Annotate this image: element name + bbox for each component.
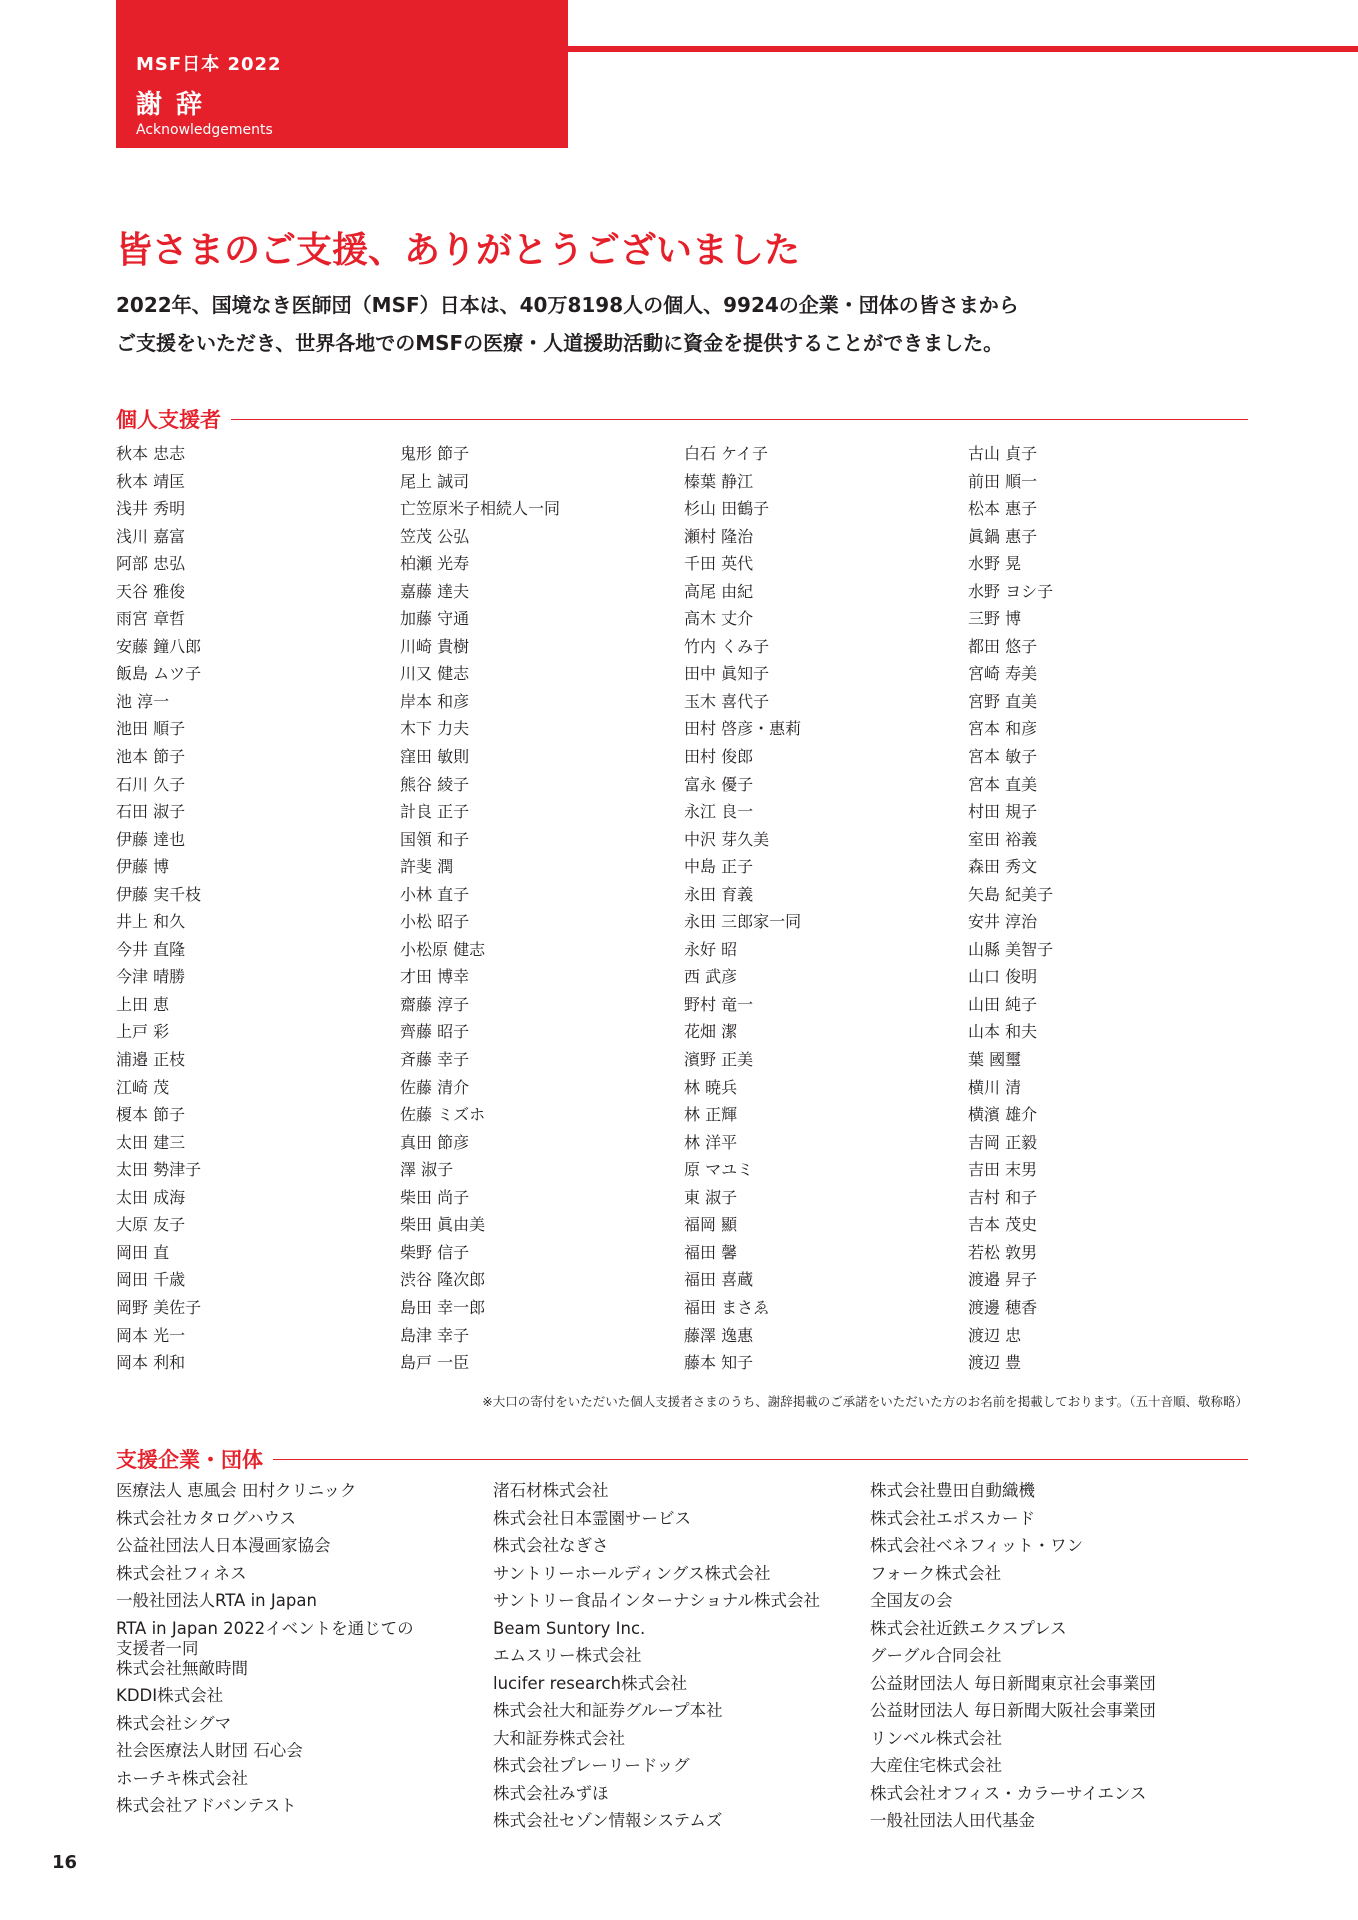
supporter-name: 太田 成海: [116, 1187, 186, 1207]
organization-name: サントリーホールディングス株式会社: [493, 1563, 771, 1583]
supporter-name: 柏瀬 光寿: [400, 554, 470, 574]
section-rule: [231, 419, 1248, 420]
supporter-name: 松本 惠子: [968, 499, 1038, 519]
supporter-name: 天谷 雅俊: [116, 581, 186, 601]
supporter-name: 岡本 利和: [116, 1353, 186, 1373]
supporter-name: 森田 秀文: [968, 857, 1038, 877]
supporter-name: 小林 直子: [400, 884, 470, 904]
supporter-name: 今井 直隆: [116, 939, 186, 959]
supporter-name: 岸本 和彦: [400, 691, 470, 711]
supporter-name: 太田 勢津子: [116, 1160, 202, 1180]
supporter-name: 東 淑子: [684, 1187, 738, 1207]
supporter-name: 上戸 彩: [116, 1022, 170, 1042]
supporter-name: 齋藤 淳子: [400, 994, 470, 1014]
supporter-name: 榛葉 静江: [684, 471, 754, 491]
supporter-name: 計良 正子: [400, 802, 470, 822]
individuals-section-heading: [116, 404, 1248, 434]
supporter-name: 今津 晴勝: [116, 967, 186, 987]
supporter-name: 真田 節彦: [400, 1132, 470, 1152]
supporter-name: 永江 良一: [684, 802, 754, 822]
page-title: 謝辞: [136, 90, 217, 120]
supporter-name: 柴田 尚子: [400, 1187, 470, 1207]
supporter-name: 飯島 ムツ子: [116, 664, 202, 684]
supporter-name: 林 正輝: [684, 1105, 738, 1125]
supporter-name: 杉山 田鶴子: [684, 499, 770, 519]
header-banner: [116, 0, 568, 148]
organization-name: 株式会社ベネフィット・ワン: [870, 1536, 1084, 1555]
supporter-name: 岡野 美佐子: [116, 1297, 202, 1317]
supporter-name: 花畑 潔: [684, 1022, 738, 1042]
supporter-name: 池本 節子: [116, 747, 186, 767]
name-column: [400, 440, 684, 1377]
supporter-name: 雨宮 章哲: [116, 609, 186, 629]
report-year: MSF日本 2022: [136, 54, 282, 75]
supporter-name: 山縣 美智子: [968, 939, 1054, 959]
supporter-name: 田村 俊郎: [684, 747, 754, 767]
supporter-name: 嘉藤 達夫: [400, 581, 470, 601]
supporter-name: 水野 晃: [968, 554, 1022, 574]
supporter-name: 渡邊 穂香: [968, 1297, 1038, 1317]
supporter-name: 池 淳一: [116, 691, 170, 711]
supporter-name: 福田 喜蔵: [684, 1270, 754, 1290]
supporter-name: 窪田 敏則: [400, 747, 470, 767]
supporter-name: 玉木 喜代子: [684, 691, 770, 711]
supporter-name: 中島 正子: [684, 857, 754, 877]
supporter-name: 岡本 光一: [116, 1325, 186, 1345]
organization-name: フォーク株式会社: [870, 1563, 1002, 1583]
supporter-name: 高尾 由紀: [684, 581, 754, 601]
supporter-name: 野村 竜一: [684, 994, 754, 1014]
supporter-name: 浅川 嘉富: [116, 526, 186, 546]
supporter-name: 葉 國璽: [968, 1050, 1022, 1070]
organization-name: 株式会社なぎさ: [493, 1536, 609, 1555]
supporter-name: 伊藤 実千枝: [116, 884, 202, 904]
supporter-name: 渡辺 忠: [968, 1325, 1022, 1345]
supporter-name: 山口 俊明: [968, 967, 1038, 987]
organization-name: 公益財団法人 毎日新聞東京社会事業団: [870, 1673, 1156, 1693]
supporter-name: 小松原 健志: [400, 939, 486, 959]
name-column: [684, 440, 968, 1377]
supporter-name: 井上 和久: [116, 912, 186, 932]
organization-name: 株式会社オフィス・カラーサイエンス: [870, 1783, 1147, 1803]
supporter-name: 榎本 節子: [116, 1105, 186, 1125]
supporter-name: 永田 三郎家一同: [684, 912, 802, 932]
supporter-name: 川又 健志: [400, 664, 470, 684]
supporter-name: 秋本 忠志: [116, 444, 186, 463]
page-subtitle: Acknowledgements: [136, 122, 273, 138]
organization-name: 大和証券株式会社: [493, 1728, 625, 1748]
supporter-name: 浦邉 正枝: [116, 1050, 186, 1070]
supporter-name: 矢島 紀美子: [968, 884, 1054, 904]
supporter-name: 才田 博幸: [400, 967, 470, 987]
footnote: ※大口の寄付をいただいた個人支援者さまのうち、謝辞掲載のご承諾をいただいた方のお名前を掲載しております。（五十音順、敬称略）: [482, 1394, 1248, 1409]
supporter-name: 安藤 鐘八郎: [116, 636, 202, 656]
supporter-name: 竹内 くみ子: [684, 636, 770, 656]
supporter-name: 島津 幸子: [400, 1325, 470, 1345]
supporter-name: 柴田 眞由美: [400, 1215, 486, 1235]
supporter-name: 阿部 忠弘: [116, 554, 186, 574]
supporter-name: 富永 優子: [684, 774, 754, 794]
supporter-name: 石田 淑子: [116, 802, 186, 822]
supporter-name: 西 武彦: [684, 967, 738, 987]
supporter-name: 吉村 和子: [968, 1187, 1038, 1207]
supporter-name: 若松 敦男: [968, 1242, 1038, 1262]
supporter-name: 都田 悠子: [968, 636, 1038, 656]
organization-name: 株式会社プレーリードッグ: [493, 1756, 690, 1775]
supporter-name: 熊谷 綾子: [400, 774, 470, 794]
organization-name: 株式会社みずほ: [493, 1783, 609, 1803]
supporter-name: 山本 和夫: [968, 1022, 1038, 1042]
supporter-name: 伊藤 博: [116, 857, 170, 877]
supporter-name: 室田 裕義: [968, 829, 1038, 849]
supporter-name: 木下 力夫: [400, 719, 470, 739]
section-rule: [273, 1459, 1248, 1460]
organization-name: グーグル合同会社: [870, 1646, 1002, 1665]
organization-name: KDDI株式会社: [116, 1686, 224, 1705]
supporter-name: 藤澤 逸惠: [684, 1325, 754, 1345]
organizations-section-heading: [116, 1444, 1248, 1474]
supporter-name: 宮崎 寿美: [968, 664, 1038, 684]
organization-name: 株式会社フィネス: [116, 1563, 247, 1583]
organization-name: Beam Suntory Inc.: [493, 1618, 646, 1638]
supporter-name: 宮本 敏子: [968, 747, 1038, 767]
organization-name: 株式会社近鉄エクスプレス: [870, 1618, 1067, 1638]
organization-name: 一般社団法人田代基金: [870, 1811, 1035, 1830]
supporter-name: 白石 ケイ子: [684, 444, 768, 463]
organization-name: 株式会社アドバンテスト: [116, 1796, 297, 1815]
supporter-name: 原 マユミ: [684, 1160, 754, 1180]
supporter-name: 古山 貞子: [968, 444, 1038, 463]
supporter-name: 水野 ヨシ子: [968, 581, 1054, 601]
supporter-name: 笠茂 公弘: [400, 526, 470, 546]
supporter-name: 吉本 茂史: [968, 1215, 1038, 1235]
supporter-name: 許斐 潤: [400, 857, 454, 877]
supporter-name: 藤本 知子: [684, 1353, 754, 1373]
supporter-name: 山田 純子: [968, 994, 1038, 1014]
supporter-name: 渡辺 豊: [968, 1353, 1022, 1373]
organization-name: 株式会社エポスカード: [870, 1508, 1035, 1528]
supporter-name: 林 洋平: [684, 1132, 738, 1152]
supporter-name: 安井 淳治: [968, 912, 1038, 932]
organization-column: [870, 1481, 1247, 1839]
organization-name: エムスリー株式会社: [493, 1646, 642, 1665]
supporter-name: 佐藤 ミズホ: [400, 1105, 486, 1125]
supporter-name: 田村 啓彦・惠莉: [684, 719, 802, 739]
supporter-name: 渋谷 隆次郎: [400, 1270, 486, 1290]
supporter-name: 瀬村 隆治: [684, 526, 754, 546]
headline: 皆さまのご支援、ありがとうございました: [116, 230, 801, 271]
intro-line: ご支援をいただき、世界各地でのMSFの医療・人道援助活動に資金を提供することができました。: [116, 331, 1004, 355]
supporter-name: 川崎 貴樹: [400, 636, 470, 656]
supporter-name: 宮本 直美: [968, 774, 1038, 794]
organization-name: 株式会社豊田自動織機: [870, 1481, 1035, 1500]
supporter-name: 小松 昭子: [400, 912, 470, 932]
supporter-name: 高木 丈介: [684, 609, 754, 629]
organization-name: 株式会社日本霊園サービス: [493, 1508, 691, 1528]
supporter-name: 宮本 和彦: [968, 719, 1038, 739]
supporter-name: 横川 清: [968, 1077, 1022, 1097]
supporter-name: 秋本 靖匡: [116, 471, 186, 491]
supporter-name: 濱野 正美: [684, 1050, 754, 1070]
intro-text: [116, 286, 1256, 362]
individuals-heading: 個人支援者: [116, 408, 221, 432]
supporter-name: 佐藤 清介: [400, 1077, 470, 1097]
name-column: [968, 440, 1252, 1377]
organization-name: 医療法人 恵風会 田村クリニック: [116, 1481, 357, 1500]
supporter-name: 永田 育義: [684, 884, 754, 904]
supporter-name: 渡邉 昇子: [968, 1270, 1038, 1290]
supporter-name: 尾上 誠司: [400, 471, 470, 491]
supporter-name: 加藤 守通: [400, 609, 470, 629]
supporter-name: 柴野 信子: [400, 1242, 470, 1262]
supporter-name: 前田 順一: [968, 471, 1038, 491]
supporter-name: 国領 和子: [400, 829, 470, 849]
supporter-name: 吉田 末男: [968, 1160, 1038, 1180]
supporter-name: 澤 淑子: [400, 1160, 454, 1180]
supporter-name: 伊藤 達也: [116, 829, 186, 849]
name-column: [116, 440, 400, 1377]
individual-supporters-list: [116, 440, 1256, 1377]
organization-name: リンベル株式会社: [870, 1728, 1002, 1748]
supporter-name: 大原 友子: [116, 1215, 186, 1235]
supporter-name: 島戸 一臣: [400, 1353, 470, 1373]
supporter-name: 岡田 千歳: [116, 1270, 186, 1290]
supporter-name: 横濱 雄介: [968, 1105, 1038, 1125]
supporter-name: 福岡 顯: [684, 1215, 738, 1235]
supporter-name: 福田 まさゑ: [684, 1297, 770, 1317]
supporter-name: 鬼形 節子: [400, 444, 470, 463]
organization-name: 株式会社カタログハウス: [116, 1508, 297, 1528]
supporter-name: 江崎 茂: [116, 1077, 170, 1097]
organization-column: [493, 1481, 870, 1839]
organization-name: 全国友の会: [870, 1591, 953, 1610]
supporter-name: 斉藤 幸子: [400, 1050, 470, 1070]
supporter-name: 亡笠原米子相続人一同: [400, 499, 561, 519]
organization-column: [116, 1481, 493, 1839]
organization-name: 公益社団法人日本漫画家協会: [116, 1536, 331, 1555]
intro-line: 2022年、国境なき医師団（MSF）日本は、40万8198人の個人、9924の企業・団体の皆さまから: [116, 293, 1019, 317]
organization-name: lucifer research株式会社: [493, 1673, 688, 1693]
supporter-name: 村田 規子: [968, 802, 1038, 822]
supporter-name: 浅井 秀明: [116, 499, 186, 519]
page-number: 16: [52, 1852, 78, 1873]
supporter-name: 宮野 直美: [968, 691, 1038, 711]
organization-name: 株式会社大和証券グループ本社: [493, 1701, 723, 1720]
organization-name: 社会医療法人財団 石心会: [116, 1741, 303, 1760]
organization-name: ホーチキ株式会社: [116, 1768, 248, 1788]
supporter-name: 永好 昭: [684, 939, 738, 959]
supporter-name: 上田 恵: [116, 994, 170, 1014]
organization-name: 大産住宅株式会社: [870, 1756, 1002, 1775]
organization-name: RTA in Japan 2022イベントを通じての 支援者一同: [116, 1618, 414, 1658]
supporter-name: 福田 馨: [684, 1242, 738, 1262]
organization-name: 渚石材株式会社: [493, 1481, 609, 1500]
organization-name: 一般社団法人RTA in Japan: [116, 1591, 317, 1610]
supporter-name: 中沢 芽久美: [684, 829, 770, 849]
supporter-name: 岡田 直: [116, 1242, 170, 1262]
organizations-heading: 支援企業・団体: [116, 1448, 263, 1472]
supporter-name: 千田 英代: [684, 554, 754, 574]
organization-name: 株式会社無敵時間: [116, 1658, 248, 1678]
organization-name: 株式会社セゾン情報システムズ: [493, 1811, 723, 1830]
supporter-name: 池田 順子: [116, 719, 186, 739]
supporter-name: 眞鍋 惠子: [968, 526, 1038, 546]
organization-supporters-list: [116, 1481, 1256, 1839]
organization-name: 公益財団法人 毎日新聞大阪社会事業団: [870, 1701, 1156, 1720]
supporter-name: 三野 博: [968, 609, 1022, 629]
supporter-name: 齊藤 昭子: [400, 1022, 470, 1042]
supporter-name: 島田 幸一郎: [400, 1297, 486, 1317]
supporter-name: 吉岡 正毅: [968, 1132, 1038, 1152]
organization-name: サントリー食品インターナショナル株式会社: [493, 1591, 821, 1610]
supporter-name: 田中 眞知子: [684, 664, 770, 684]
organization-name: 株式会社シグマ: [116, 1713, 232, 1733]
header-rule: [568, 46, 1358, 52]
supporter-name: 太田 建三: [116, 1132, 186, 1152]
supporter-name: 石川 久子: [116, 774, 186, 794]
supporter-name: 林 暁兵: [684, 1077, 738, 1097]
